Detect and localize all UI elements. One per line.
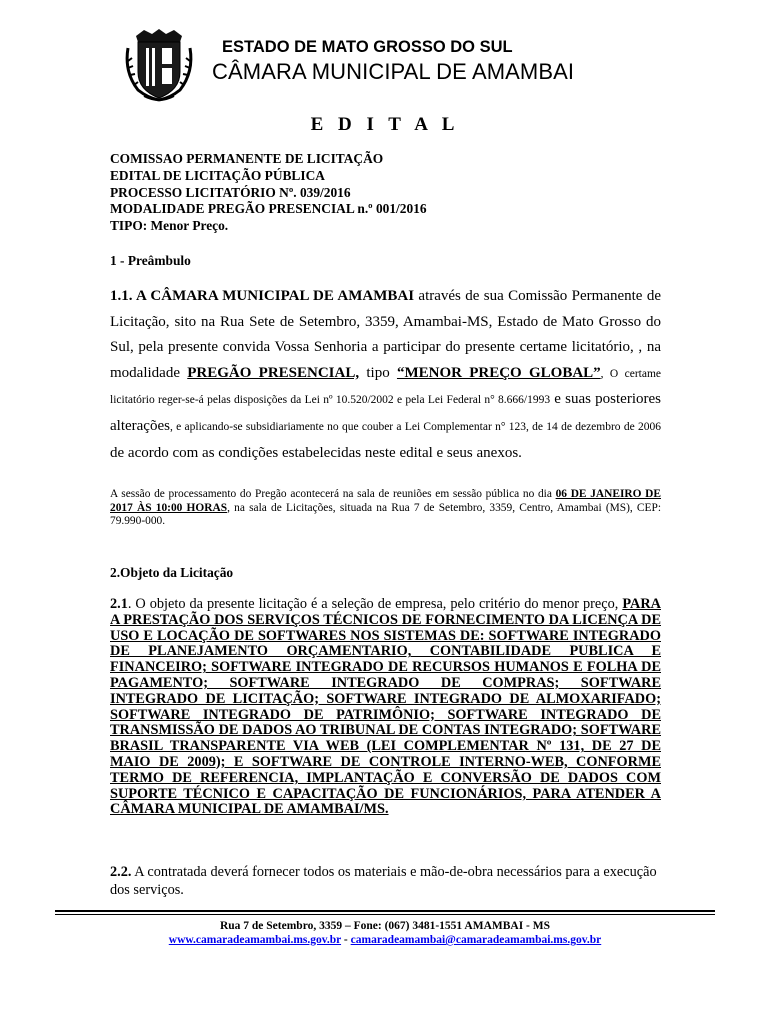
info-line: EDITAL DE LICITAÇÃO PÚBLICA [110, 167, 325, 183]
info-line: COMISSAO PERMANENTE DE LICITAÇÃO [110, 151, 384, 166]
p22-number: 2.2. [110, 864, 132, 880]
footer-divider [55, 910, 715, 912]
footer-separator: - [341, 934, 351, 946]
email-link[interactable]: camaradeamambai@camaradeamambai.ms.gov.br [350, 934, 602, 946]
p21-intro: . O objeto da presente licitação é a seleção de empresa, pelo critério do menor preço, [127, 596, 623, 612]
p11-small-text: , O certame licitatório reger-se-á pelas disposições da Lei nº 10.520/2002 e pela Lei Federal n° 8.666/1993 [110, 367, 662, 407]
info-line: TIPO: Menor Preço. [110, 218, 229, 234]
paragraph-2-2 [110, 864, 661, 899]
session-date: 06 DE JANEIRO DE 2017 ÀS 10:00 HORAS [110, 488, 661, 514]
session-text: A sessão de processamento do Pregão acontecerá na sala de reuniões em sessão pública no dia [110, 488, 556, 500]
footer-divider [55, 914, 715, 915]
p11-small-text: , e aplicando-se subsidiariamente no que couber a Lei Complementar n° 123, de 14 de dezembro de 2006 [169, 420, 661, 433]
header-chamber: CÂMARA MUNICIPAL DE AMAMBAI [212, 59, 575, 84]
session-paragraph [110, 488, 661, 529]
section-1-heading: 1 - Preâmbulo [110, 253, 191, 268]
document-title: E D I T A L [310, 114, 460, 135]
p21-number: 2.1 [110, 596, 128, 612]
p11-tipo: “MENOR PREÇO GLOBAL” [396, 364, 601, 381]
info-line: PROCESSO LICITATÓRIO Nº. 039/2016 [110, 184, 351, 200]
process-info [110, 151, 661, 235]
p11-text: através de sua Comissão Permanente de Licitação, sito na Rua Sete de Setembro, 3359, Amambai-MS, Estado de Mato Grosso do Sul, pela presente convida Vossa Senhoria a participar do presente certame licitatório, , na modalidade [110, 288, 661, 381]
paragraph-2-1 [110, 597, 661, 818]
p22-text: A contratada deverá fornecer todos os materiais e mão-de-obra necessários para a execução dos serviços. [110, 864, 657, 898]
p11-modalidade: PREGÃO PRESENCIAL, [187, 364, 360, 381]
p21-object: PARA A PRESTAÇÃO DOS SERVIÇOS TÉCNICOS DE FORNECIMENTO DA LICENÇA DE USO E LOCAÇÃO DE SOFTWARES NOS SISTEMAS DE: SOFTWARE INTEGRADO DE PLANEJAMENTO ORÇAMENTARIO, CONTABILIDADE PUBLICA E FINANCEIRO; SOFTWARE INTEGRADO DE RECURSOS HUMANOS E FOLHA DE PAGAMENTO; SOFTWARE INTEGRADO DE COMPRAS; SOFTWARE INTEGRADO DE LICITAÇÃO; SOFTWARE INTEGRADO DE ALMOXARIFADO; SOFTWARE INTEGRADO DE PATRIMÔNIO; SOFTWARE INTEGRADO DE TRANSMISSÃO DE DADOS AO TRIBUNAL DE CONTAS INTEGRADO; SOFTWARE BRASIL TRANSPARENTE VIA WEB (LEI COMPLEMENTAR Nº 131, DE 27 DE MAIO DE 2009); E SOFTWARE DE CONTROLE INTERNO-WEB, CONFORME TERMO DE REFERENCIA, IMPLANTAÇÃO E CONVERSÃO DE DADOS COM SUPORTE TÉCNICO E CAPACITAÇÃO DE FUNCIONÁRIOS, PARA ATENDER A CÂMARA MUNICIPAL DE AMAMBAI/MS. [110, 596, 661, 818]
footer-links [0, 934, 770, 946]
section-2-heading: 2.Objeto da Licitação [110, 565, 234, 580]
website-link[interactable]: www.camaradeamambai.ms.gov.br [168, 934, 342, 946]
p11-text: e suas posteriores alterações [110, 391, 661, 434]
paragraph-1-1 [110, 284, 661, 466]
footer-address: Rua 7 de Setembro, 3359 – Fone: (067) 3481-1551 AMAMBAI - MS [219, 920, 551, 932]
session-text: , na sala de Licitações, situada na Rua 7 de Setembro, 3359, Centro, Amambai (MS), CEP: 79.990-000. [110, 501, 661, 528]
p11-text: tipo [359, 364, 397, 381]
info-line: MODALIDADE PREGÃO PRESENCIAL n.º 001/2016 [110, 201, 427, 217]
p11-lead: 1.1. A CÂMARA MUNICIPAL DE AMAMBAI [110, 288, 415, 304]
header-state: ESTADO DE MATO GROSSO DO SUL [222, 38, 513, 56]
coat-of-arms-icon [122, 28, 196, 104]
p11-text: de acordo com as condições estabelecidas neste edital e seus anexos. [110, 444, 522, 461]
